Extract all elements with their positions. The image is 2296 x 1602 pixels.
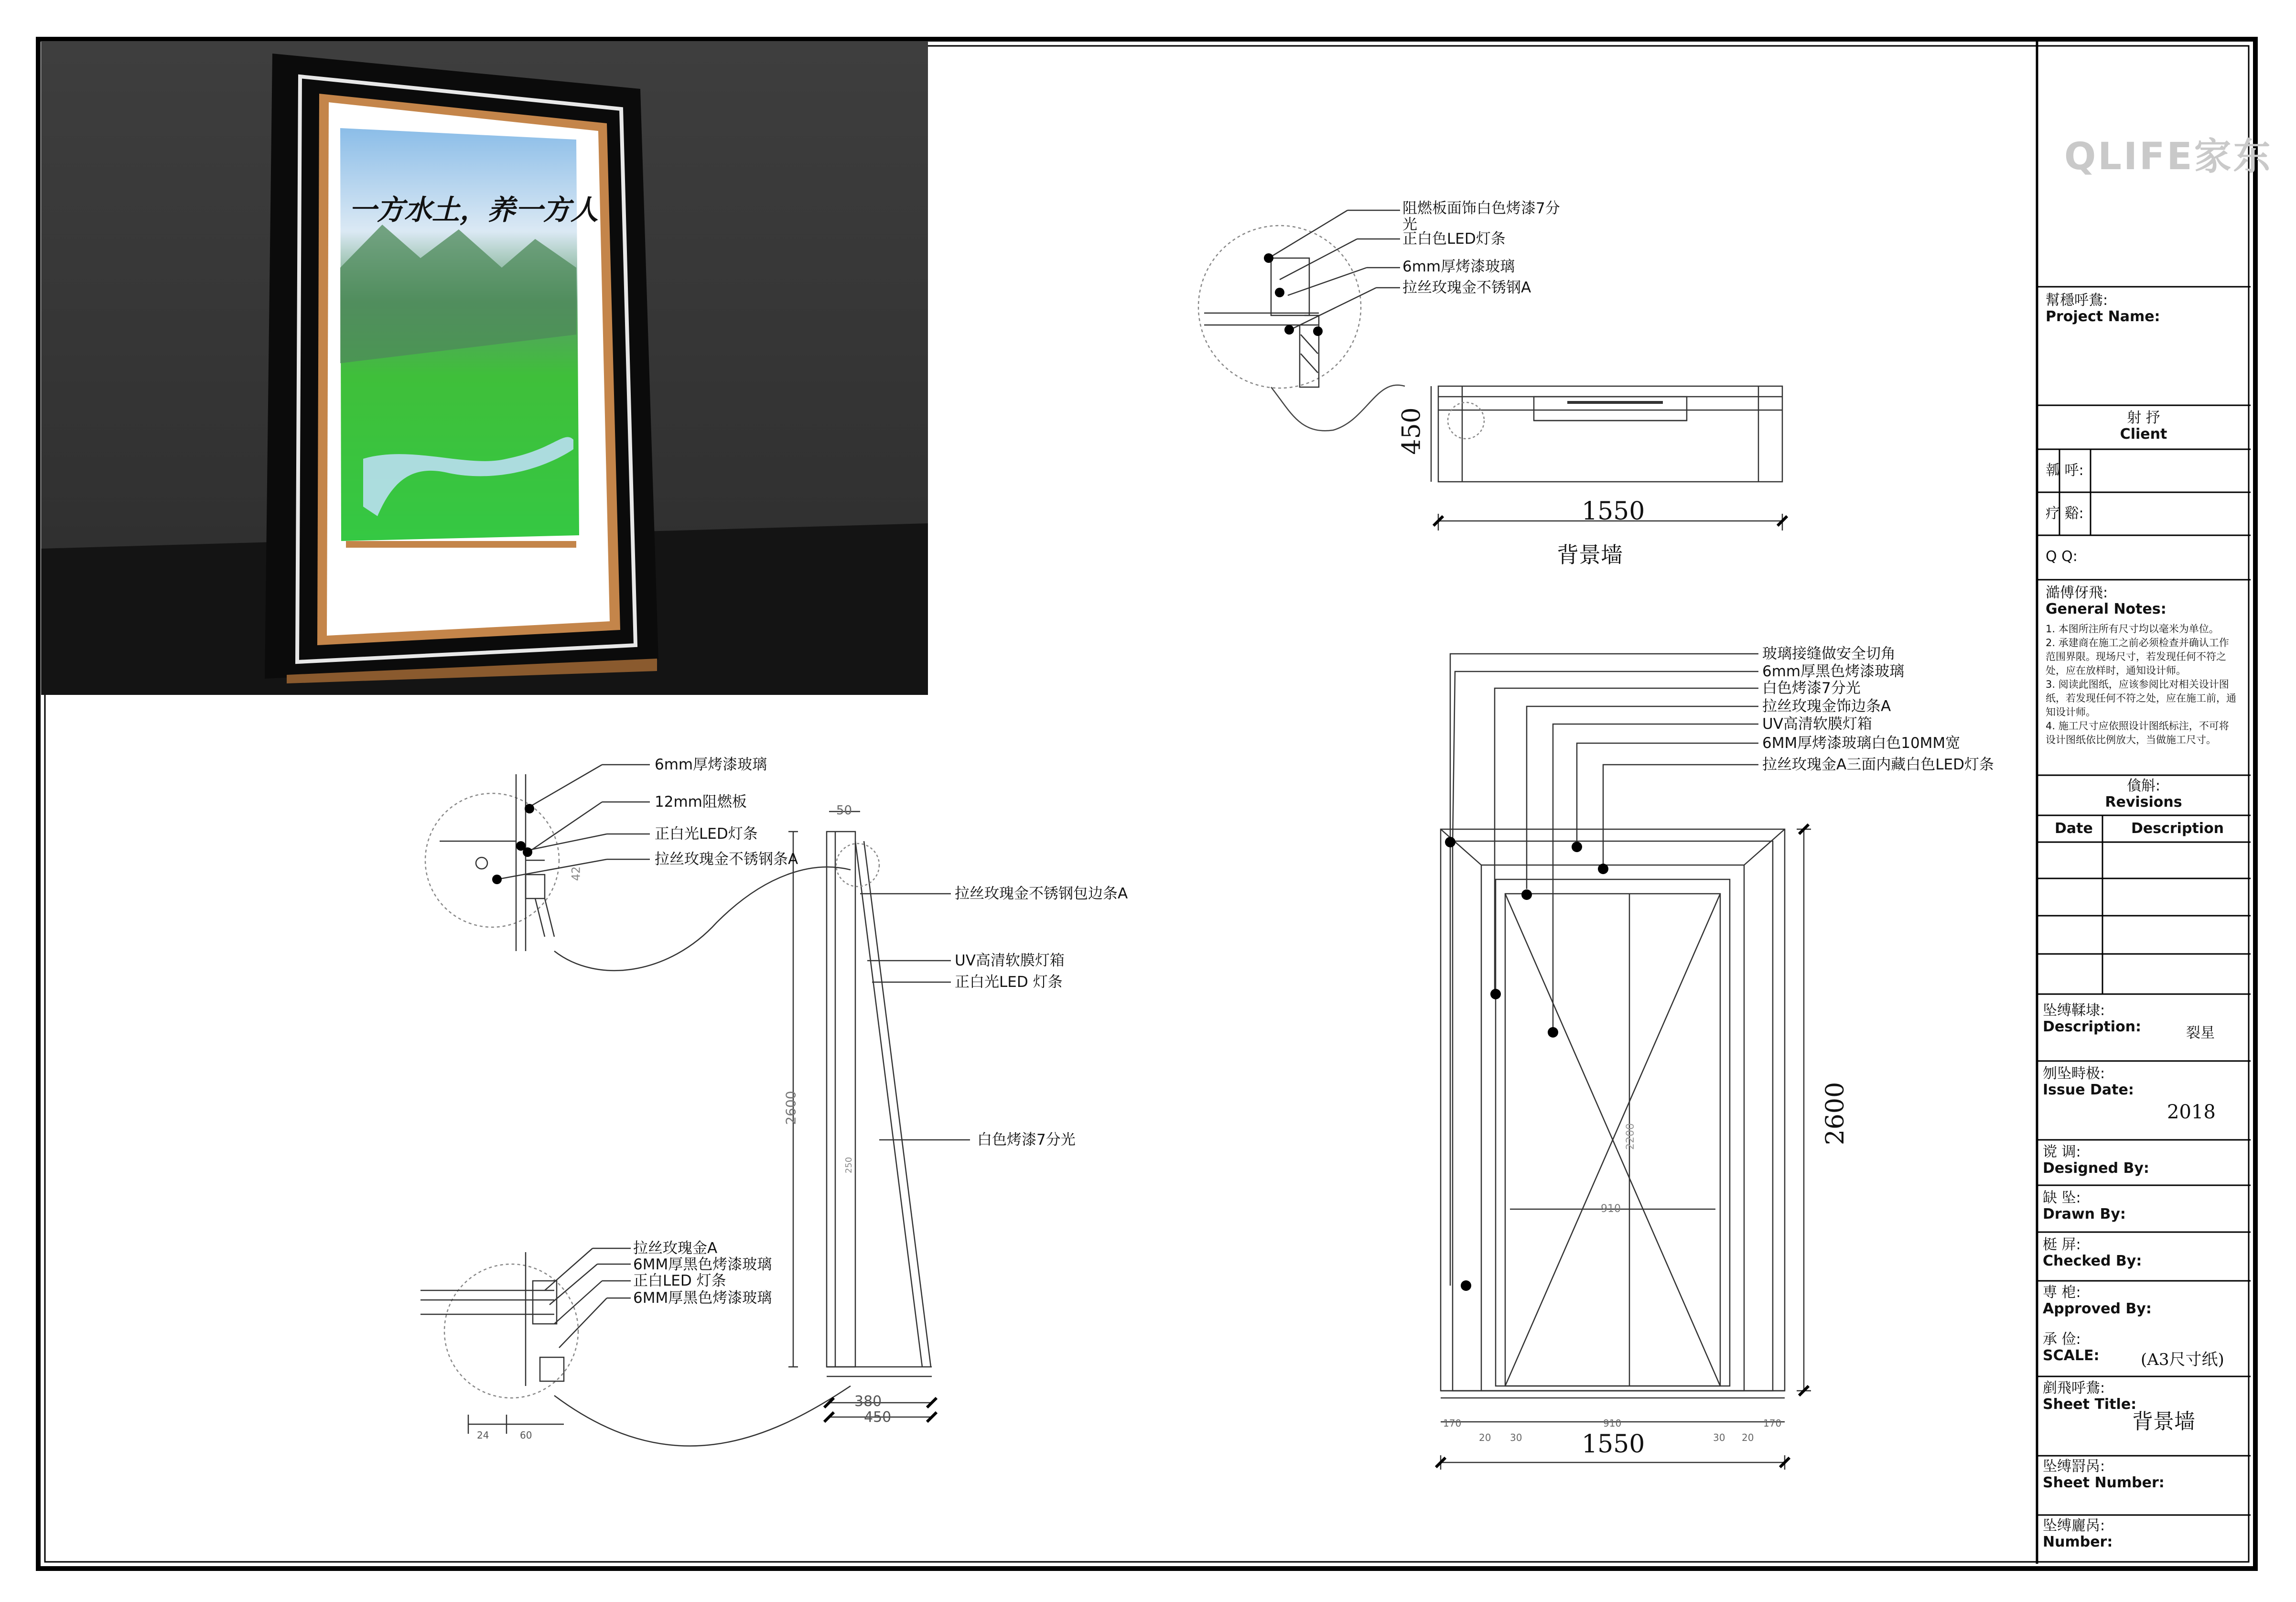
- callout-label: 拉丝玫瑰金A三面内藏白色LED灯条: [1762, 756, 1994, 773]
- designed-by-cell: [2037, 1144, 2256, 1177]
- approved-cn: 尃 梎:: [2043, 1284, 2081, 1301]
- callout-label: 玻璃接缝做安全切角: [1762, 645, 1896, 662]
- callout-label: 拉丝玫瑰金不锈钢包边条A: [955, 885, 1128, 902]
- number-cell: [2037, 1518, 2256, 1550]
- revisions-header: [2037, 778, 2250, 811]
- note-2: 2. 承建商在施工之前必须检查并确认工作范围界限。现场尺寸，若发现任何不符之处，应在放样时，通知设计师。: [2046, 637, 2229, 676]
- callout-label: 白色烤漆7分光: [977, 1131, 1076, 1148]
- client-en: Client: [2120, 426, 2167, 443]
- general-notes: [2037, 585, 2259, 747]
- callout-label: 6MM厚烤漆玻璃白色10MM宽: [1762, 735, 1961, 752]
- dim-label: 60: [520, 1429, 532, 1441]
- client-cn: 射 抒: [2127, 410, 2160, 426]
- client-cell: [2037, 410, 2250, 443]
- rev-date-header: Date: [2055, 820, 2093, 837]
- number-cn: 坠缚廲呙:: [2043, 1517, 2105, 1534]
- approved-en: Approved By:: [2043, 1300, 2152, 1317]
- drawn-cn: 缺 坠:: [2043, 1190, 2081, 1206]
- dim-label: 2600: [783, 1091, 799, 1125]
- issue-cn: 刎坠畤极:: [2043, 1065, 2105, 1082]
- dim-width-top: 1550: [1582, 497, 1645, 526]
- project-name-cell: [2037, 292, 2250, 325]
- company-logo: QLIFE家东: [2064, 135, 2273, 178]
- checked-en: Checked By:: [2043, 1253, 2142, 1269]
- project-name-cn: 幫穩呼鴦:: [2046, 292, 2108, 309]
- sheet-title-value: 背景墙: [2132, 1409, 2195, 1434]
- callout-label: 正白LED 灯条: [633, 1272, 726, 1289]
- note-1: 1. 本图所注所有尺寸均以毫米为单位。: [2046, 623, 2219, 635]
- dim-label: 170: [1443, 1418, 1462, 1429]
- qq-label: Q Q:: [2046, 548, 2078, 565]
- notes-cn: 澔傅伢飛:: [2046, 585, 2108, 601]
- dim-label: 170: [1763, 1418, 1782, 1429]
- dim-label: 30: [1510, 1432, 1522, 1443]
- dim-height-elevation: 2600: [1821, 1082, 1850, 1146]
- sheet-title-en: Sheet Title:: [2043, 1396, 2137, 1413]
- callout-label: 6mm厚烤漆玻璃: [655, 756, 767, 773]
- callout-label: 拉丝玫瑰金不锈钢A: [1402, 279, 1531, 296]
- revisions-cn: 僋斛:: [2126, 778, 2161, 794]
- callout-label: UV高清软膜灯箱: [955, 952, 1065, 969]
- number-en: Number:: [2043, 1534, 2113, 1550]
- checked-cn: 梃 屏:: [2043, 1236, 2081, 1253]
- dim-label: 450: [864, 1409, 892, 1426]
- rev-desc-header: Description: [2131, 820, 2224, 837]
- callout-label: 12mm阻燃板: [655, 793, 747, 811]
- callout-label: 6mm厚烤漆玻璃: [1402, 258, 1515, 275]
- callout-label: 正白色LED灯条: [1402, 230, 1506, 248]
- project-name-en: Project Name:: [2046, 308, 2160, 325]
- plan-title: 背景墙: [1557, 542, 1623, 568]
- callout-label: 6MM厚黑色烤漆玻璃: [633, 1256, 772, 1273]
- note-4: 4. 施工尺寸应依照设计图纸标注，不可将设计图纸依比例放大，当做施工尺寸。: [2046, 720, 2229, 746]
- checked-by-cell: [2037, 1237, 2256, 1269]
- dim-label: 50: [836, 803, 852, 818]
- notes-en: General Notes:: [2046, 601, 2167, 617]
- sheet-title-cell: [2037, 1380, 2256, 1413]
- address-label: 瓡 呼:: [2046, 462, 2084, 479]
- callout-label: 阻燃板面饰白色烤漆7分: [1402, 200, 1560, 217]
- dim-label: 20: [1742, 1432, 1754, 1443]
- issue-date-cell: [2037, 1066, 2256, 1098]
- dim-label: 910: [1603, 1418, 1622, 1429]
- designed-cn: 谠 调:: [2043, 1144, 2081, 1160]
- sheet-number-cn: 坠缚罸呙:: [2043, 1458, 2105, 1475]
- sheet-title-cn: 剷飛呼鴦:: [2043, 1380, 2105, 1396]
- dim-label: 250: [844, 1157, 854, 1174]
- revisions-en: Revisions: [2105, 794, 2182, 811]
- drawn-en: Drawn By:: [2043, 1206, 2126, 1223]
- callout-label: 6MM厚黑色烤漆玻璃: [633, 1289, 772, 1307]
- dim-label: 910: [1601, 1203, 1621, 1215]
- dim-label: 20: [1479, 1432, 1491, 1443]
- dim-height-top: 450: [1397, 407, 1426, 455]
- callout-label: 白色烤漆7分光: [1762, 680, 1861, 697]
- callout-label: 拉丝玫瑰金不锈钢条A: [655, 851, 798, 868]
- render-slogan: 一方水土，养一方人: [349, 194, 599, 226]
- description-en: Description:: [2043, 1018, 2142, 1035]
- callout-label: 正白光LED灯条: [655, 825, 758, 843]
- dim-label: 2200: [1625, 1123, 1637, 1150]
- description-cn: 坠缚鞣埭:: [2043, 1002, 2105, 1019]
- drawn-by-cell: [2037, 1190, 2256, 1223]
- dim-label: 24: [477, 1429, 489, 1441]
- scale-en: SCALE:: [2043, 1347, 2100, 1364]
- issue-date-value: 2018: [2167, 1101, 2216, 1123]
- dim-label: 30: [1713, 1432, 1725, 1443]
- callout-label: 正白光LED 灯条: [955, 974, 1063, 991]
- scale-value: (A3尺寸纸): [2141, 1350, 2224, 1369]
- callout-label: 光: [1402, 216, 1417, 233]
- callout-label: 6mm厚黑色烤漆玻璃: [1762, 663, 1905, 680]
- sheet-number-cell: [2037, 1459, 2256, 1491]
- description-value: 裂星: [2186, 1025, 2215, 1041]
- callout-label: 拉丝玫瑰金A: [633, 1240, 718, 1257]
- dim-label: 42: [569, 866, 583, 881]
- note-3: 3. 阅读此图纸，应该参阅比对相关设计图纸，若发现任何不符之处，应在施工前，通知设计师。: [2046, 679, 2236, 718]
- dim-width-elevation: 1550: [1582, 1430, 1645, 1459]
- dim-label: 380: [854, 1393, 882, 1410]
- designed-en: Designed By:: [2043, 1160, 2149, 1177]
- callout-label: 拉丝玫瑰金饰边条A: [1762, 698, 1891, 715]
- approved-by-cell: [2037, 1285, 2256, 1317]
- sheet-number-en: Sheet Number:: [2043, 1474, 2165, 1491]
- scale-cn: 承 俭:: [2043, 1331, 2081, 1348]
- phone-label: 疗 谿:: [2046, 505, 2084, 522]
- issue-en: Issue Date:: [2043, 1082, 2134, 1098]
- callout-label: UV高清软膜灯箱: [1762, 715, 1872, 733]
